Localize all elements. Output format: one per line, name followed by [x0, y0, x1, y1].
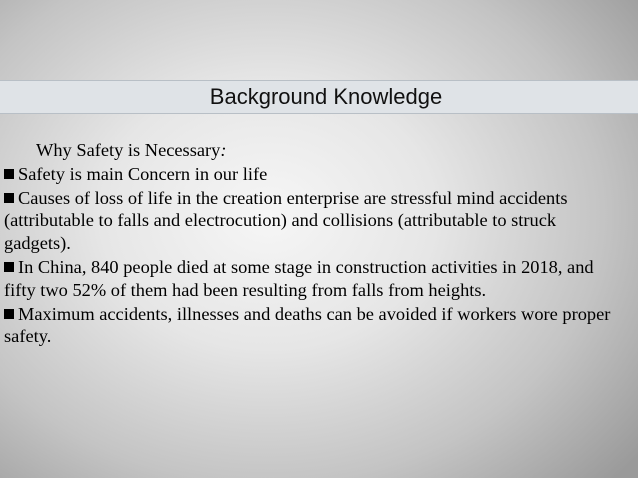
- subheading-text: Why Safety is Necessary: [36, 140, 221, 160]
- bullet-item: [4, 187, 624, 255]
- bullet-text: In China, 840 people died at some stage in construction activities in 2018, and fifty two 52% of them had been resulting from falls from heights.: [4, 256, 594, 300]
- slide-title: Background Knowledge: [209, 84, 443, 109]
- subheading-colon: :: [220, 140, 227, 160]
- square-bullet-icon: [4, 169, 14, 179]
- title-band: [0, 80, 638, 114]
- bullet-item: [4, 303, 624, 349]
- square-bullet-icon: [4, 262, 14, 272]
- bullet-text: Maximum accidents, illnesses and deaths can be avoided if workers wore proper safety.: [4, 303, 611, 347]
- slide-content: [4, 139, 624, 348]
- square-bullet-icon: [4, 193, 14, 203]
- bullet-item: [4, 163, 624, 186]
- subheading: [4, 139, 624, 162]
- bullet-text: Safety is main Concern in our life: [18, 163, 268, 184]
- square-bullet-icon: [4, 309, 14, 319]
- bullet-text: Causes of loss of life in the creation enterprise are stressful mind accidents (attributable to falls and electrocution) and collisions (attributable to struck gadgets).: [4, 187, 568, 254]
- bullet-item: [4, 256, 624, 302]
